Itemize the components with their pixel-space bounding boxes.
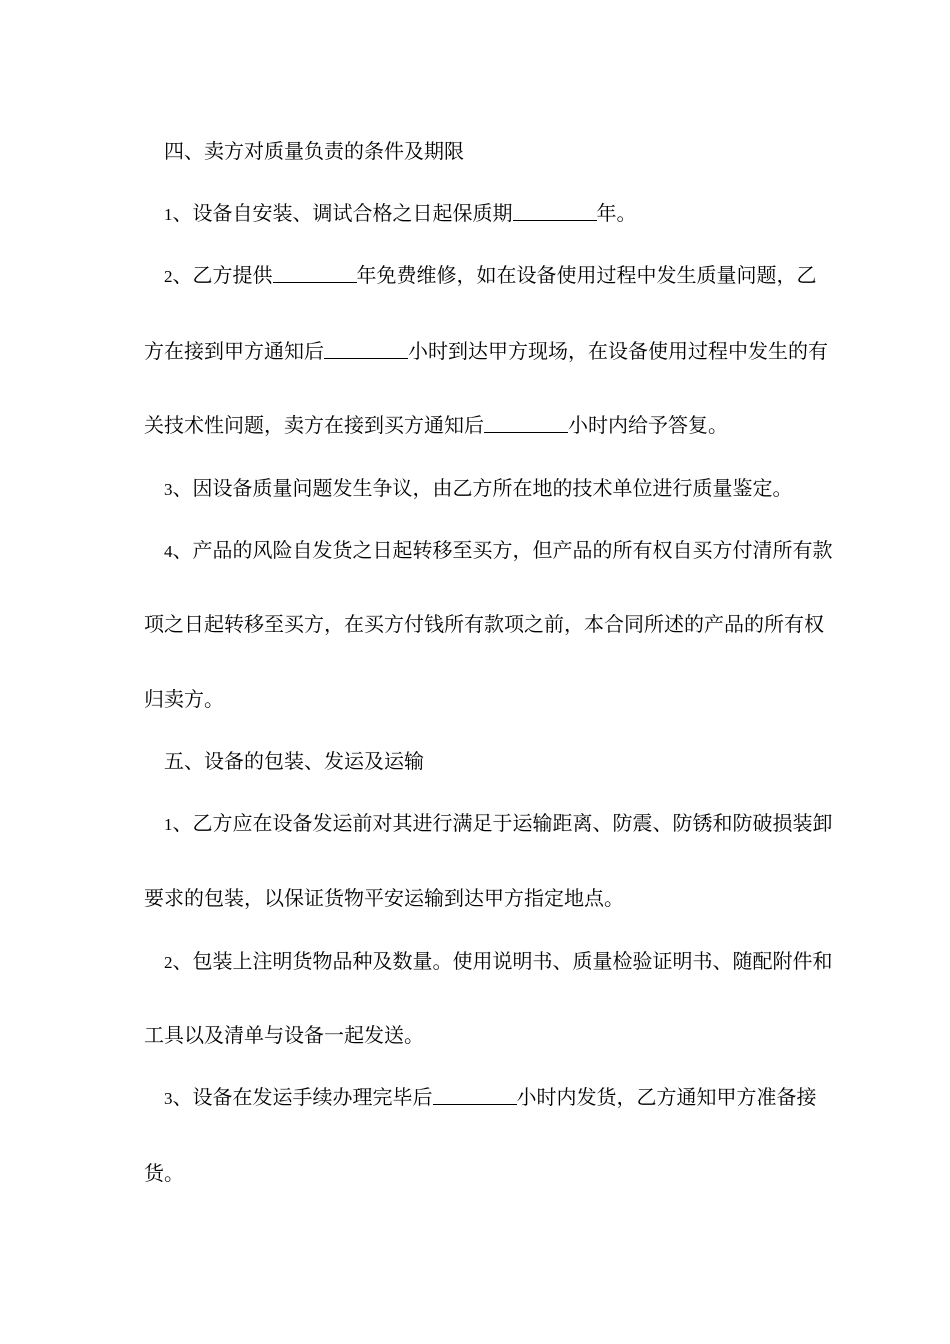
section-5-item-1-line-2 [144, 884, 624, 912]
item-text: 小时内发货，乙方通知甲方准备接 [516, 1085, 817, 1109]
item-text: 、乙方提供 [172, 263, 273, 287]
blank-field [484, 430, 568, 433]
section-5-item-2-line-1 [164, 947, 833, 977]
item-number: 4 [164, 542, 173, 561]
item-text: 小时到达甲方现场，在设备使用过程中发生的有 [408, 339, 828, 363]
item-text: 、包装上注明货物品种及数量。使用说明书、质量检验证明书、随配附件和 [172, 949, 833, 973]
blank-field [273, 280, 357, 283]
section-4-item-3 [164, 474, 793, 504]
section-4-item-2-line-1 [164, 261, 817, 291]
section-4-heading [164, 137, 464, 165]
item-text: 、乙方应在设备发运前对其进行满足于运输距离、防震、防锈和防破损装卸 [172, 811, 833, 835]
section-5-heading-text: 五、设备的包装、发运及运输 [164, 749, 424, 773]
item-text: 、设备自安装、调试合格之日起保质期 [172, 201, 513, 225]
item-text: 、设备在发运手续办理完毕后 [172, 1085, 433, 1109]
item-text: 工具以及清单与设备一起发送。 [144, 1023, 424, 1047]
section-4-item-1 [164, 199, 637, 229]
section-5-item-1-line-1 [164, 809, 833, 839]
item-text: 关技术性问题，卖方在接到买方通知后 [144, 413, 484, 437]
item-text: 、因设备质量问题发生争议，由乙方所在地的技术单位进行质量鉴定。 [172, 476, 793, 500]
item-number: 2 [164, 267, 173, 286]
item-text: 要求的包装，以保证货物平安运输到达甲方指定地点。 [144, 886, 624, 910]
item-number: 3 [164, 1089, 173, 1108]
item-text: 归卖方。 [144, 687, 224, 711]
section-5-item-3-line-2 [144, 1159, 184, 1187]
item-text: 、产品的风险自发货之日起转移至买方，但产品的所有权自买方付清所有款 [172, 538, 833, 562]
item-text: 项之日起转移至买方，在买方付钱所有款项之前，本合同所述的产品的所有权 [144, 612, 824, 636]
section-4-item-2-line-3 [144, 411, 728, 439]
item-number: 1 [164, 815, 173, 834]
section-4-item-4-line-1 [164, 536, 833, 566]
blank-field [513, 218, 597, 221]
section-4-item-4-line-3 [144, 685, 224, 713]
item-number: 2 [164, 953, 173, 972]
section-4-item-4-line-2 [144, 610, 824, 638]
section-5-item-3-line-1 [164, 1083, 817, 1113]
item-text: 方在接到甲方通知后 [144, 339, 324, 363]
section-4-item-2-line-2 [144, 337, 828, 365]
item-number: 1 [164, 205, 173, 224]
item-text: 年。 [596, 201, 637, 225]
item-text: 年免费维修，如在设备使用过程中发生质量问题，乙 [356, 263, 817, 287]
item-text: 小时内给予答复。 [568, 413, 728, 437]
section-5-item-2-line-2 [144, 1021, 424, 1049]
item-text: 货。 [144, 1161, 184, 1185]
blank-field [433, 1102, 517, 1105]
section-5-heading [164, 747, 424, 775]
item-number: 3 [164, 480, 173, 499]
section-4-heading-text: 四、卖方对质量负责的条件及期限 [164, 139, 464, 163]
blank-field [324, 356, 408, 359]
